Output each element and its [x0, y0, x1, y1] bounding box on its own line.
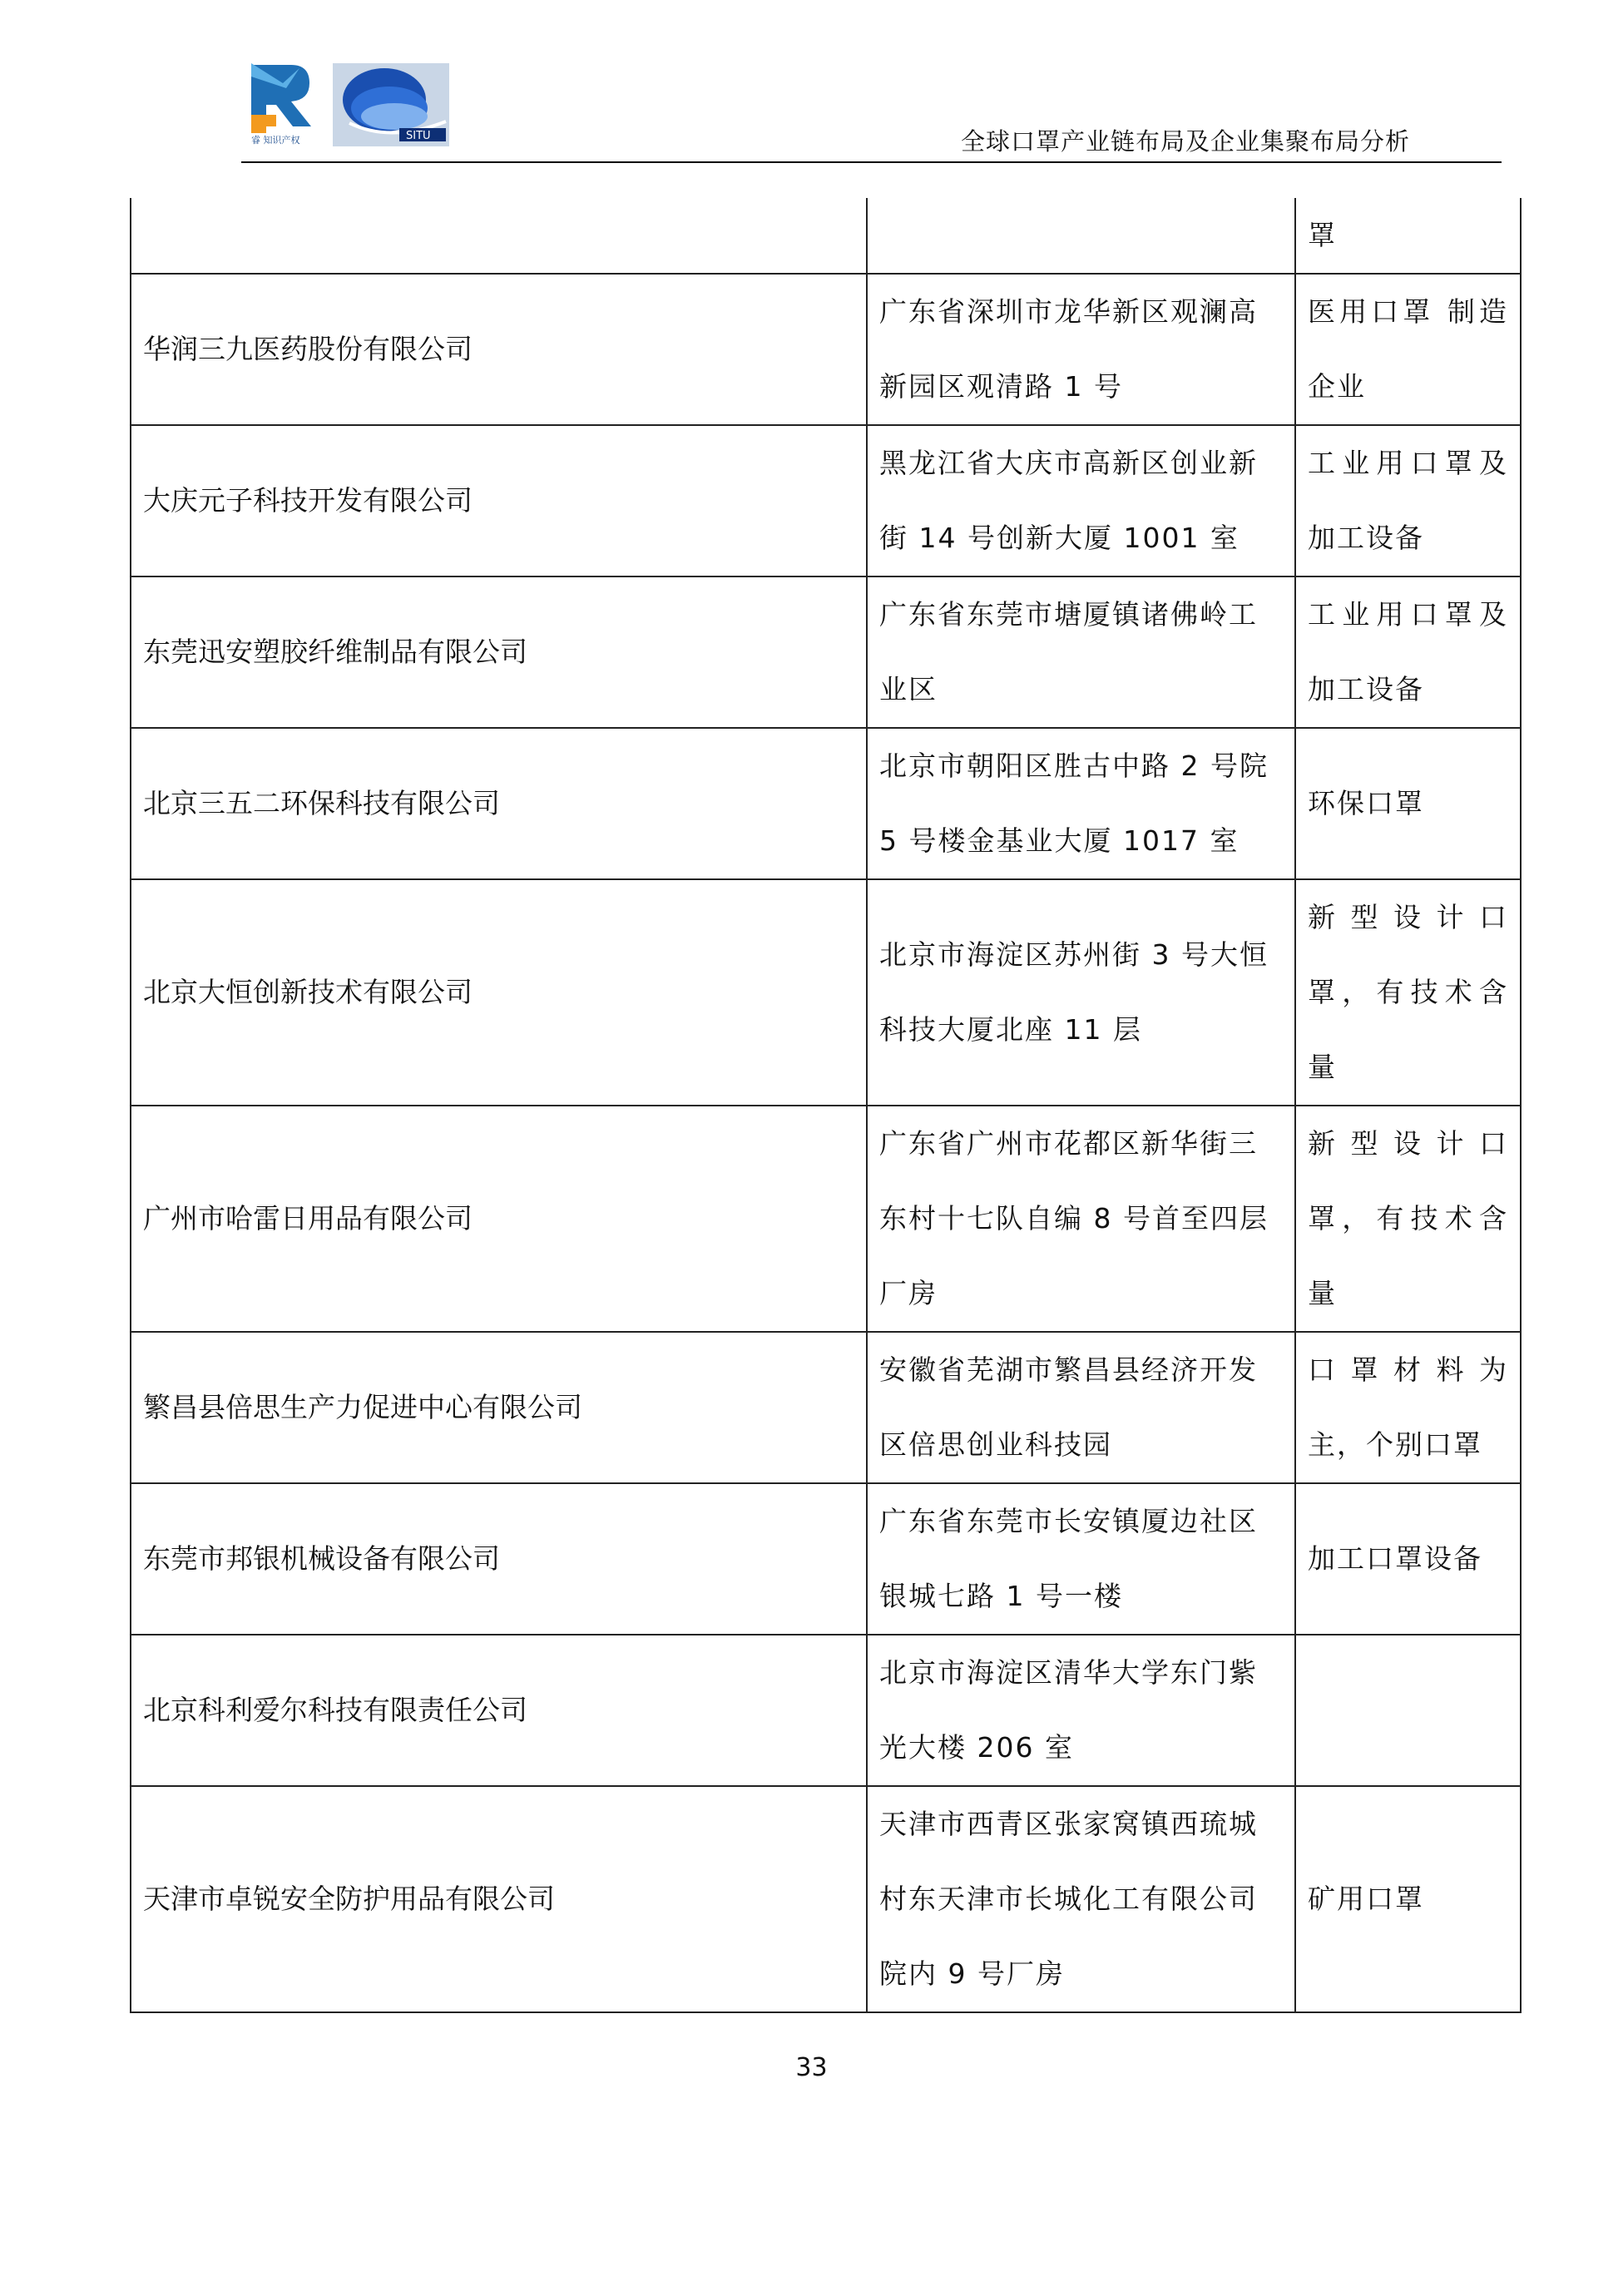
table-row: [131, 1786, 1521, 2012]
company-name-cell: 东莞迅安塑胶纤维制品有限公司: [131, 576, 867, 728]
company-name-cell: 东莞市邦银机械设备有限公司: [131, 1483, 867, 1635]
company-name-cell: 天津市卓锐安全防护用品有限公司: [131, 1786, 867, 2012]
product-cell: 医用口罩 制造企业: [1295, 274, 1521, 425]
page-number: 33: [795, 2053, 828, 2082]
header-divider: [241, 161, 1502, 163]
company-name-cell: 北京大恒创新技术有限公司: [131, 879, 867, 1106]
table-row: [131, 879, 1521, 1106]
product-cell: 新型设计口罩，有技术含量: [1295, 1106, 1521, 1332]
product-cell: 环保口罩: [1295, 728, 1521, 879]
address-cell: 广东省广州市花都区新华街三东村十七队自编 8 号首至四层厂房: [867, 1106, 1295, 1332]
company-name-cell: 北京三五二环保科技有限公司: [131, 728, 867, 879]
company-name-cell: 广州市哈雷日用品有限公司: [131, 1106, 867, 1332]
product-cell: 口罩材料为主，个别口罩: [1295, 1332, 1521, 1483]
address-cell: 北京市海淀区清华大学东门紫光大楼 206 室: [867, 1635, 1295, 1786]
table-row: [131, 576, 1521, 728]
header-title: 全球口罩产业链布局及企业集聚布局分析: [960, 127, 1410, 156]
company-name-cell: 大庆元子科技开发有限公司: [131, 425, 867, 576]
svg-text:睿 知识产权: 睿 知识产权: [251, 135, 300, 146]
address-cell: 黑龙江省大庆市高新区创业新街 14 号创新大厦 1001 室: [867, 425, 1295, 576]
table-row: [131, 274, 1521, 425]
product-cell: 新型设计口罩，有技术含量: [1295, 879, 1521, 1106]
table-row: [131, 728, 1521, 879]
address-cell: 安徽省芜湖市繁昌县经济开发区倍思创业科技园: [867, 1332, 1295, 1483]
company-table: [130, 198, 1522, 2013]
product-cell: 罩: [1295, 198, 1521, 274]
page-header: [241, 58, 1502, 162]
company-name-cell: [131, 198, 867, 274]
address-cell: 天津市西青区张家窝镇西琉城村东天津市长城化工有限公司院内 9 号厂房: [867, 1786, 1295, 2012]
table-row: [131, 1106, 1521, 1332]
address-cell: 北京市海淀区苏州街 3 号大恒科技大厦北座 11 层: [867, 879, 1295, 1106]
address-cell: 广东省深圳市龙华新区观澜高新园区观清路 1 号: [867, 274, 1295, 425]
address-cell: 广东省东莞市塘厦镇诸佛岭工业区: [867, 576, 1295, 728]
rui-logo-icon: [250, 60, 316, 151]
table-row: [131, 1483, 1521, 1635]
table-row: [131, 198, 1521, 274]
address-cell: 广东省东莞市长安镇厦边社区银城七路 1 号一楼: [867, 1483, 1295, 1635]
address-cell: 北京市朝阳区胜古中路 2 号院 5 号楼金基业大厦 1017 室: [867, 728, 1295, 879]
product-cell: 加工口罩设备: [1295, 1483, 1521, 1635]
company-name-cell: 繁昌县倍思生产力促进中心有限公司: [131, 1332, 867, 1483]
svg-text:SITU: SITU: [406, 130, 431, 142]
product-cell: [1295, 1635, 1521, 1786]
product-cell: 工业用口罩及加工设备: [1295, 425, 1521, 576]
table-row: [131, 1635, 1521, 1786]
company-name-cell: 华润三九医药股份有限公司: [131, 274, 867, 425]
company-name-cell: 北京科利爱尔科技有限责任公司: [131, 1635, 867, 1786]
globe-logo-icon: [333, 63, 449, 146]
product-cell: 矿用口罩: [1295, 1786, 1521, 2012]
product-cell: 工业用口罩及 加工设备: [1295, 576, 1521, 728]
table-row: [131, 1332, 1521, 1483]
table-row: [131, 425, 1521, 576]
address-cell: [867, 198, 1295, 274]
